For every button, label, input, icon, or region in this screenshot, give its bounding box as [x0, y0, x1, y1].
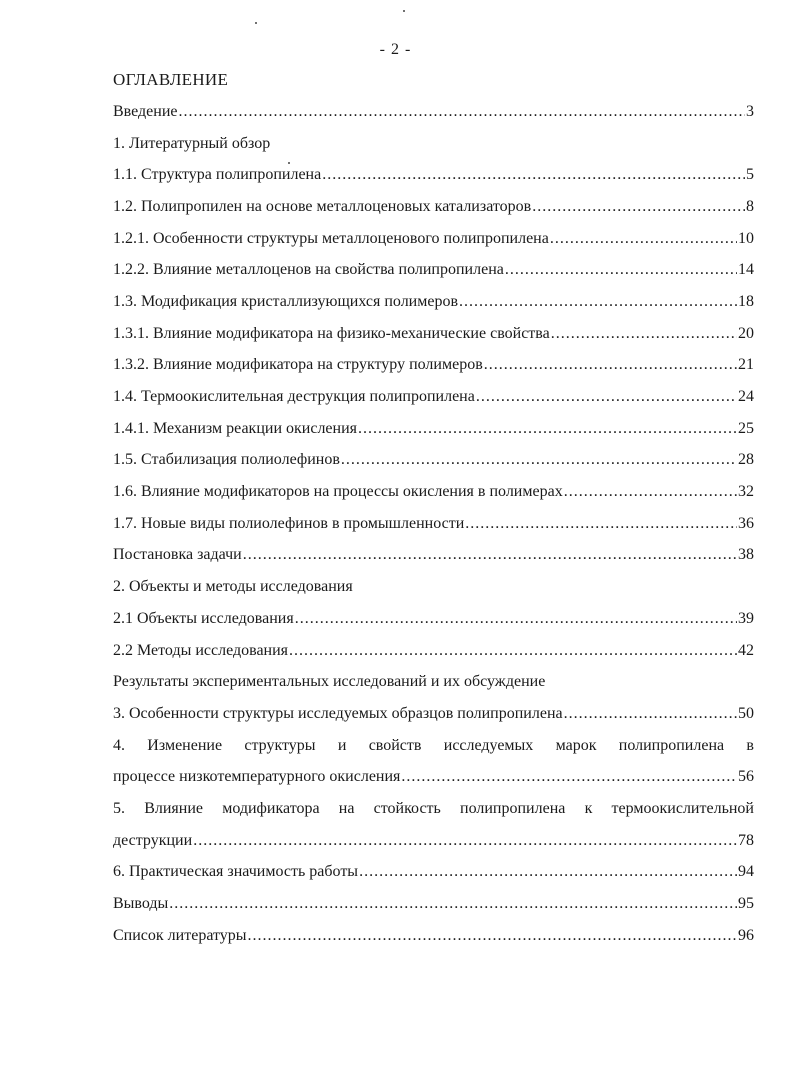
toc-entry-title: 1. Литературный обзор: [113, 134, 271, 152]
dot-leader: [532, 198, 745, 216]
toc-entry-word: исследуемых: [443, 736, 534, 754]
dot-leader: [359, 863, 737, 881]
toc-entry-word: Изменение: [147, 736, 223, 754]
toc-entry-word: Влияние: [144, 799, 203, 817]
toc-entry-page: 24: [738, 388, 754, 406]
toc-entry-page: 3: [746, 102, 754, 120]
toc-entry-title: Список литературы: [113, 926, 247, 944]
toc-entry-word: термоокислительной: [611, 799, 754, 817]
dot-leader: [322, 166, 745, 184]
toc-entry-page: 94: [738, 863, 754, 881]
toc-entry-title: процессе низкотемпературного окисления: [113, 768, 401, 786]
toc-entry-title: 1.6. Влияние модификаторов на процессы окисления в полимерах: [113, 483, 563, 501]
toc-entry-1-3[interactable]: [113, 286, 754, 318]
toc-entry-title: 1.7. Новые виды полиолефинов в промышленности: [113, 514, 465, 532]
toc-entry-word: 4.: [113, 736, 125, 754]
toc-entry-title: 1.3.1. Влияние модификатора на физико-механические свойства: [113, 324, 550, 342]
dot-leader: [401, 768, 737, 786]
toc-section-2[interactable]: [113, 571, 754, 603]
toc-entry-page: 5: [746, 166, 754, 184]
dot-leader: [484, 356, 737, 374]
toc-entry-title: 3. Особенности структуры исследуемых образцов полипропилена: [113, 704, 563, 722]
toc-entry-page: 28: [738, 451, 754, 469]
toc-entry-1-7[interactable]: [113, 508, 754, 540]
dot-leader: [564, 483, 737, 501]
toc-entry-1-2-2[interactable]: [113, 254, 754, 286]
toc-entry-1-3-1[interactable]: [113, 318, 754, 350]
toc-entry-1-3-2[interactable]: [113, 350, 754, 382]
toc-entry-conclusions[interactable]: [113, 888, 754, 920]
toc-entry-word: марок: [555, 736, 597, 754]
toc-entry-1-1[interactable]: [113, 159, 754, 191]
toc-entry-2-2[interactable]: [113, 635, 754, 667]
toc-entry-4-line-2[interactable]: [113, 761, 754, 793]
dot-leader: [564, 705, 737, 723]
scan-speck: [403, 10, 405, 12]
toc-entry-title: 1.1. Структура полипропилена: [113, 166, 322, 184]
table-of-contents: [113, 96, 754, 952]
toc-entry-1-5[interactable]: [113, 445, 754, 477]
toc-entry-1-6[interactable]: [113, 476, 754, 508]
toc-entry-word: стойкость: [373, 799, 441, 817]
toc-entry-word: в: [746, 736, 754, 754]
toc-entry-title: Результаты экспериментальных исследований и их обсуждение: [113, 673, 546, 691]
toc-entry-references[interactable]: [113, 920, 754, 952]
dot-leader: [179, 103, 746, 121]
dot-leader: [550, 230, 737, 248]
toc-entry-page: 21: [738, 356, 754, 374]
dot-leader: [248, 927, 737, 945]
toc-entry-page: 39: [738, 609, 754, 627]
toc-entry-title: Введение: [113, 102, 178, 120]
toc-entry-page: 95: [738, 895, 754, 913]
toc-entry-4-line-1[interactable]: [113, 730, 754, 762]
toc-entry-title: 2. Объекты и методы исследования: [113, 578, 353, 596]
toc-entry-word: и: [337, 736, 347, 754]
dot-leader: [476, 388, 737, 406]
toc-entry-1-2-1[interactable]: [113, 223, 754, 255]
toc-entry-page: 50: [738, 704, 754, 722]
toc-entry-page: 8: [746, 197, 754, 215]
toc-entry-title: 1.5. Стабилизация полиолефинов: [113, 451, 340, 469]
toc-entry-title: 2.2 Методы исследования: [113, 641, 289, 659]
toc-section-results[interactable]: [113, 666, 754, 698]
dot-leader: [551, 325, 737, 343]
toc-entry-page: 96: [738, 926, 754, 944]
toc-entry-word: полипропилена: [460, 799, 566, 817]
toc-entry-word: модификатора: [222, 799, 320, 817]
dot-leader: [358, 420, 737, 438]
toc-entry-page: 42: [738, 641, 754, 659]
dot-leader: [243, 546, 737, 564]
toc-entry-word: 5.: [113, 799, 125, 817]
toc-entry-title: Постановка задачи: [113, 546, 242, 564]
toc-entry-page: 10: [738, 229, 754, 247]
toc-entry-2-1[interactable]: [113, 603, 754, 635]
toc-entry-page: 14: [738, 261, 754, 279]
toc-heading: ОГЛАВЛЕНИЕ: [113, 70, 229, 89]
dot-leader: [465, 515, 737, 533]
scan-speck: [255, 22, 257, 24]
toc-entry-1-4[interactable]: [113, 381, 754, 413]
toc-entry-introduction[interactable]: [113, 96, 754, 128]
toc-entry-title: 1.2. Полипропилен на основе металлоценовых катализаторов: [113, 197, 532, 215]
toc-entry-title: 1.3. Модификация кристаллизующихся полимеров: [113, 292, 459, 310]
toc-entry-title: 2.1 Объекты исследования: [113, 609, 294, 627]
toc-section-1[interactable]: [113, 128, 754, 160]
toc-entry-3[interactable]: [113, 698, 754, 730]
toc-entry-problem-statement[interactable]: [113, 540, 754, 572]
toc-entry-page: 78: [738, 831, 754, 849]
toc-entry-word: к: [584, 799, 593, 817]
toc-entry-title: 1.4.1. Механизм реакции окисления: [113, 419, 358, 437]
dot-leader: [505, 261, 737, 279]
toc-entry-word: полипропилена: [618, 736, 725, 754]
dot-leader: [341, 451, 737, 469]
toc-entry-title: деструкции: [113, 831, 193, 849]
toc-entry-word: на: [338, 799, 355, 817]
page-number: - 2 -: [379, 41, 412, 58]
dot-leader: [295, 610, 737, 628]
toc-entry-1-2[interactable]: [113, 191, 754, 223]
dot-leader: [169, 895, 737, 913]
toc-entry-word: структуры: [244, 736, 316, 754]
toc-entry-title: Выводы: [113, 895, 169, 913]
toc-entry-title: 1.2.1. Особенности структуры металлоценового полипропилена: [113, 229, 549, 247]
toc-entry-6[interactable]: [113, 857, 754, 889]
toc-entry-5-line-2[interactable]: [113, 825, 754, 857]
toc-entry-page: 32: [738, 483, 754, 501]
dot-leader: [459, 293, 737, 311]
toc-entry-title: 1.2.2. Влияние металлоценов на свойства полипропилена: [113, 261, 504, 279]
toc-entry-page: 56: [738, 768, 754, 786]
toc-entry-1-4-1[interactable]: [113, 413, 754, 445]
toc-entry-page: 18: [738, 292, 754, 310]
toc-entry-title: 1.4. Термоокислительная деструкция полипропилена: [113, 388, 475, 406]
toc-entry-title: 6. Практическая значимость работы: [113, 863, 359, 881]
toc-entry-page: 38: [738, 546, 754, 564]
dot-leader: [289, 642, 737, 660]
toc-entry-5-line-1[interactable]: [113, 793, 754, 825]
toc-entry-title: 1.3.2. Влияние модификатора на структуру полимеров: [113, 356, 483, 374]
dot-leader: [193, 832, 737, 850]
toc-entry-page: 25: [738, 419, 754, 437]
toc-entry-page: 36: [738, 514, 754, 532]
toc-entry-word: свойств: [368, 736, 422, 754]
toc-entry-page: 20: [738, 324, 754, 342]
